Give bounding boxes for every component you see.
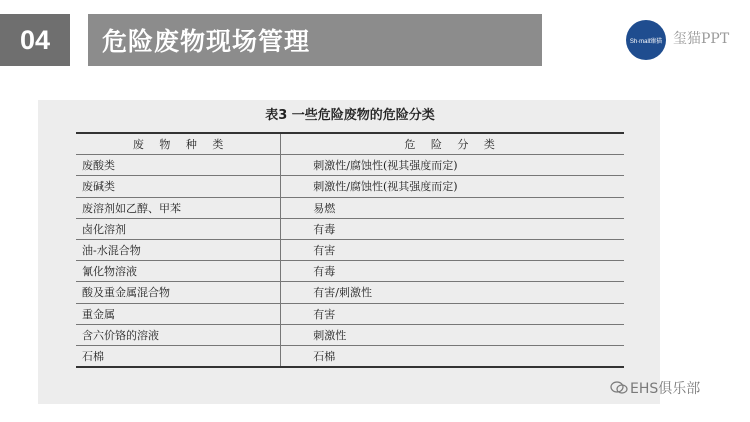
hazard-class-cell: 有毒 — [281, 218, 624, 239]
table-row — [76, 197, 624, 218]
waste-type-cell: 油-水混合物 — [76, 239, 281, 260]
section-title: 危险废物现场管理 — [88, 14, 542, 66]
hazard-class-cell: 石棉 — [281, 345, 624, 367]
waste-type-cell: 酸及重金属混合物 — [76, 282, 281, 303]
waste-type-cell: 废溶剂如乙醇、甲苯 — [76, 197, 281, 218]
section-number: 04 — [0, 14, 70, 66]
table-row — [76, 261, 624, 282]
watermark — [610, 378, 700, 398]
table-row — [76, 303, 624, 324]
logo-circle-text: Sh·mall臻猫 — [629, 38, 663, 45]
hazard-class-cell: 刺激性 — [281, 324, 624, 345]
wechat-icon — [610, 381, 628, 394]
header-waste-type: 废 物 种 类 — [76, 133, 281, 155]
hazard-class-cell: 有害 — [281, 239, 624, 260]
table-header-row — [76, 133, 624, 155]
waste-type-cell: 氰化物溶液 — [76, 261, 281, 282]
watermark-text: EHS俱乐部 — [630, 381, 701, 397]
table-row — [76, 155, 624, 176]
table-title — [0, 104, 750, 123]
hazard-class-cell: 有害/刺激性 — [281, 282, 624, 303]
hazard-class-cell: 易燃 — [281, 197, 624, 218]
hazard-class-cell: 有毒 — [281, 261, 624, 282]
hazard-class-cell: 刺激性/腐蚀性(视其强度而定) — [281, 176, 624, 197]
hazard-class-cell: 刺激性/腐蚀性(视其强度而定) — [281, 155, 624, 176]
waste-type-cell: 含六价铬的溶液 — [76, 324, 281, 345]
header-hazard-class: 危 险 分 类 — [281, 133, 624, 155]
waste-type-cell: 废碱类 — [76, 176, 281, 197]
table-row — [76, 176, 624, 197]
hazard-table — [76, 132, 624, 368]
waste-type-cell: 石棉 — [76, 345, 281, 367]
hazard-class-cell: 有害 — [281, 303, 624, 324]
table-title-text: 表3 一些危险废物的危险分类 — [265, 108, 435, 123]
brand-text: 玺猫PPT — [673, 31, 730, 47]
brand-logo — [626, 20, 666, 60]
waste-type-cell: 废酸类 — [76, 155, 281, 176]
table-row — [76, 218, 624, 239]
table-row — [76, 239, 624, 260]
table-row — [76, 324, 624, 345]
table-row — [76, 282, 624, 303]
table-row — [76, 345, 624, 367]
waste-type-cell: 重金属 — [76, 303, 281, 324]
waste-type-cell: 卤化溶剂 — [76, 218, 281, 239]
